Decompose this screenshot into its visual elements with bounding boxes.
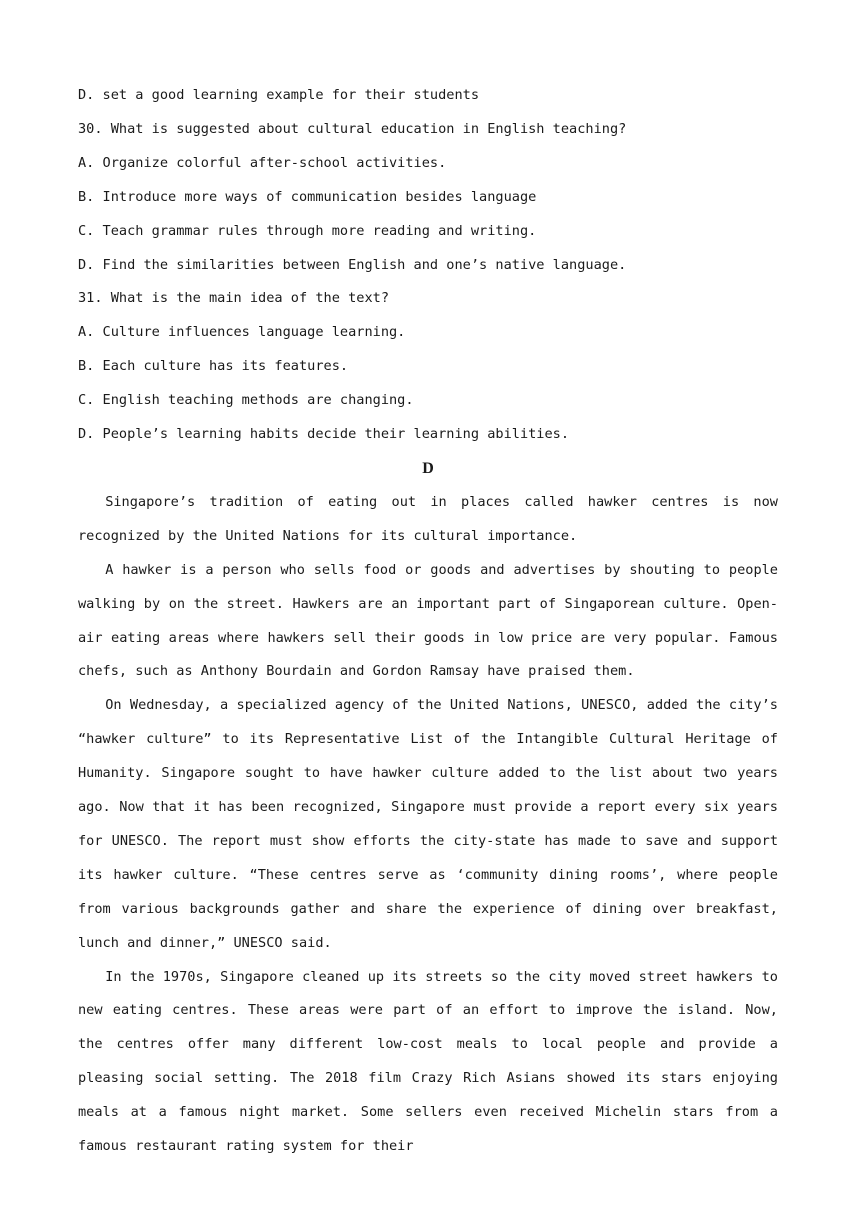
q30-option-c: C. Teach grammar rules through more reading and writing. (78, 222, 537, 239)
q31-option-c: C. English teaching methods are changing. (78, 392, 414, 409)
q30-option-a: A. Organize colorful after-school activities. (78, 154, 447, 171)
q30-option-b: B. Introduce more ways of communication besides language (78, 188, 537, 205)
passage-section-heading: D (422, 459, 434, 477)
document-content (78, 79, 778, 1164)
q31-stem: 31. What is the main idea of the text? (78, 290, 389, 307)
q29-option-d: D. set a good learning example for their students (78, 87, 480, 103)
q30-option-d: D. Find the similarities between English and one’s native language. (78, 256, 627, 273)
passage-paragraph-1: Singapore’s tradition of eating out in places called hawker centres is now recognized by the United Nations for its cultural importance. (78, 493, 778, 544)
passage-paragraph-2: A hawker is a person who sells food or goods and advertises by shouting to people walking by on the street. Hawkers are an important part of Singaporean culture. Open-air eating areas where hawkers sell their goods in low price are very popular. Famous chefs, such as Anthony Bourdain and Gordon Ramsay have praised them. (78, 561, 778, 680)
q31-option-d: D. People’s learning habits decide their learning abilities. (78, 426, 570, 443)
q30-stem: 30. What is suggested about cultural education in English teaching? (78, 120, 627, 137)
passage-paragraph-4: In the 1970s, Singapore cleaned up its streets so the city moved street hawkers to new eating centres. These areas were part of an effort to improve the island. Now, the centres offer many different low-cost meals to local people and provide a pleasing social setting. The 2018 film Crazy Rich Asians showed its stars enjoying meals at a famous night market. Some sellers even received Michelin stars from a famous restaurant rating system for their (78, 968, 778, 1155)
passage-paragraph-3: On Wednesday, a specialized agency of the United Nations, UNESCO, added the city’s “hawker culture” to its Representative List of the Intangible Cultural Heritage of Humanity. Singapore sought to have hawker culture added to the list about two years ago. Now that it has been recognized, Singapore must provide a report every six years for UNESCO. The report must show efforts the city-state has made to save and support its hawker culture. “These centres serve as ‘community dining rooms’, where people from various backgrounds gather and share the experience of dining over breakfast, lunch and dinner,” UNESCO said. (78, 697, 778, 951)
q31-option-b: B. Each culture has its features. (78, 358, 349, 375)
q31-option-a: A. Culture influences language learning. (78, 324, 406, 341)
